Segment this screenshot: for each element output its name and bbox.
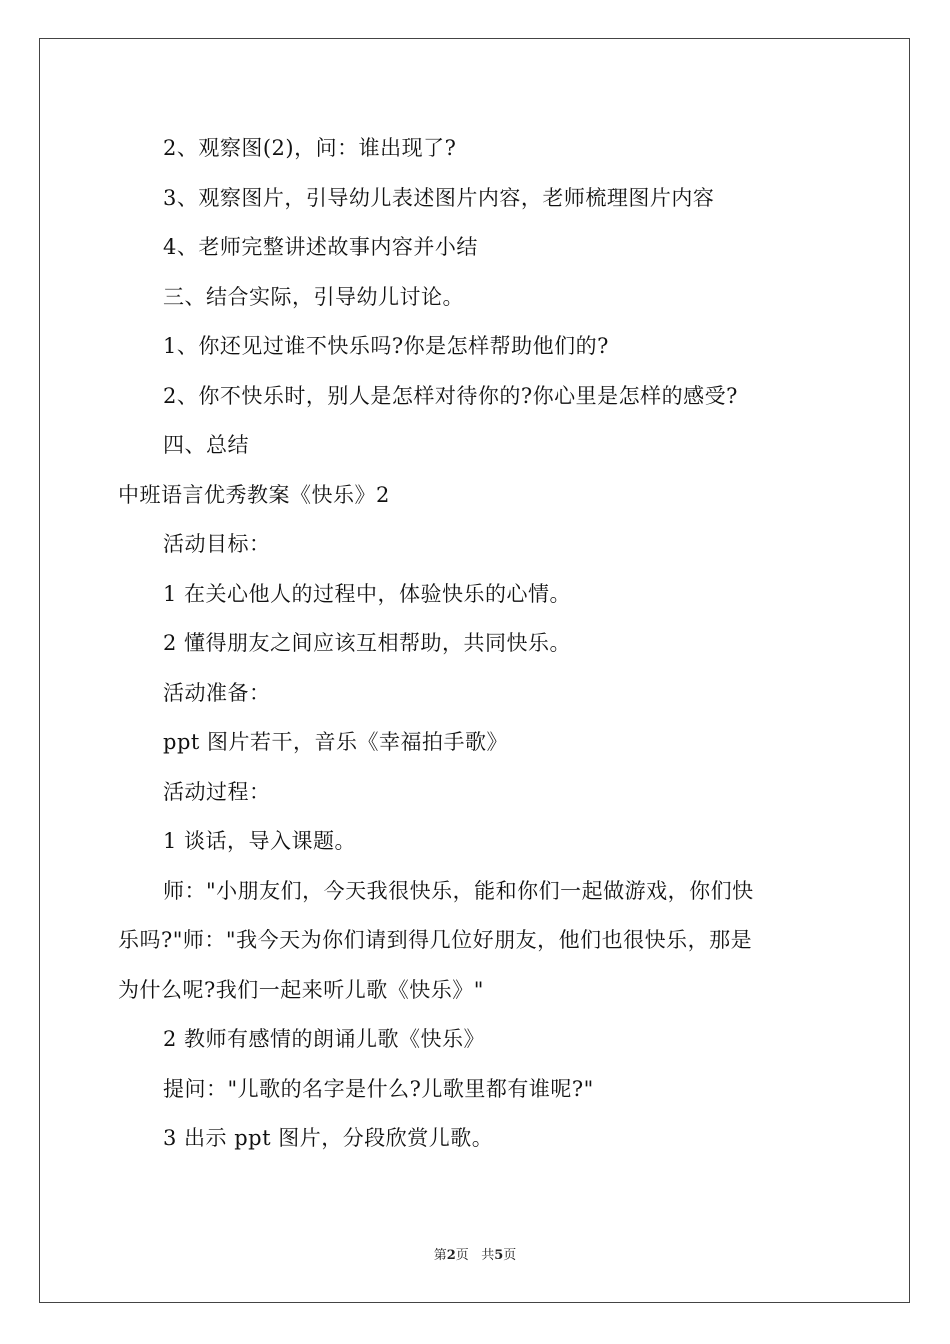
text-line: 3、观察图片，引导幼儿表述图片内容，老师梳理图片内容 [163, 185, 715, 210]
current-page-number: 2 [446, 1248, 456, 1263]
section-heading: 活动准备： [163, 680, 271, 705]
text-line: 1 在关心他人的过程中，体验快乐的心情。 [163, 581, 572, 606]
text-line: 2、观察图(2)，问：谁出现了? [163, 136, 457, 160]
text-line: 3 出示 ppt 图片，分段欣赏儿歌。 [163, 1126, 494, 1150]
text-line: 提问："儿歌的名字是什么?儿歌里都有谁呢?" [163, 1076, 594, 1101]
paragraph-line: 师："小朋友们，今天我很快乐，能和你们一起做游戏，你们快 [163, 878, 754, 903]
text-line: 1、你还见过谁不快乐吗?你是怎样帮助他们的? [163, 334, 609, 358]
section-heading: 活动目标： [163, 532, 271, 556]
text-line: 2 懂得朋友之间应该互相帮助，共同快乐。 [163, 631, 572, 655]
text-line: 4、老师完整讲述故事内容并小结 [163, 235, 478, 259]
page-label-suffix: 页 [455, 1248, 469, 1263]
document-body [118, 124, 838, 1164]
total-label-suffix: 页 [503, 1248, 517, 1263]
text-line: 1 谈话，导入课题。 [163, 829, 357, 853]
document-title: 中班语言优秀教案《快乐》2 [118, 482, 390, 507]
text-line: 2、你不快乐时，别人是怎样对待你的?你心里是怎样的感受? [163, 383, 738, 408]
section-heading: 四、总结 [163, 433, 249, 457]
page-label-prefix: 第 [433, 1248, 447, 1263]
text-line: 2 教师有感情的朗诵儿歌《快乐》 [163, 1027, 486, 1051]
page-footer [0, 1248, 950, 1264]
total-label-prefix: 共 [481, 1248, 495, 1263]
text-line: ppt 图片若干，音乐《幸福拍手歌》 [163, 730, 508, 754]
section-heading: 三、结合实际，引导幼儿讨论。 [163, 284, 464, 309]
section-heading: 活动过程： [163, 779, 271, 804]
paragraph-line: 乐吗?"师："我今天为你们请到得几位好朋友，他们也很快乐，那是 [118, 928, 753, 952]
dialogue-paragraph [118, 867, 838, 1016]
total-pages-number: 5 [494, 1248, 504, 1263]
paragraph-line: 为什么呢?我们一起来听儿歌《快乐》" [118, 977, 484, 1002]
